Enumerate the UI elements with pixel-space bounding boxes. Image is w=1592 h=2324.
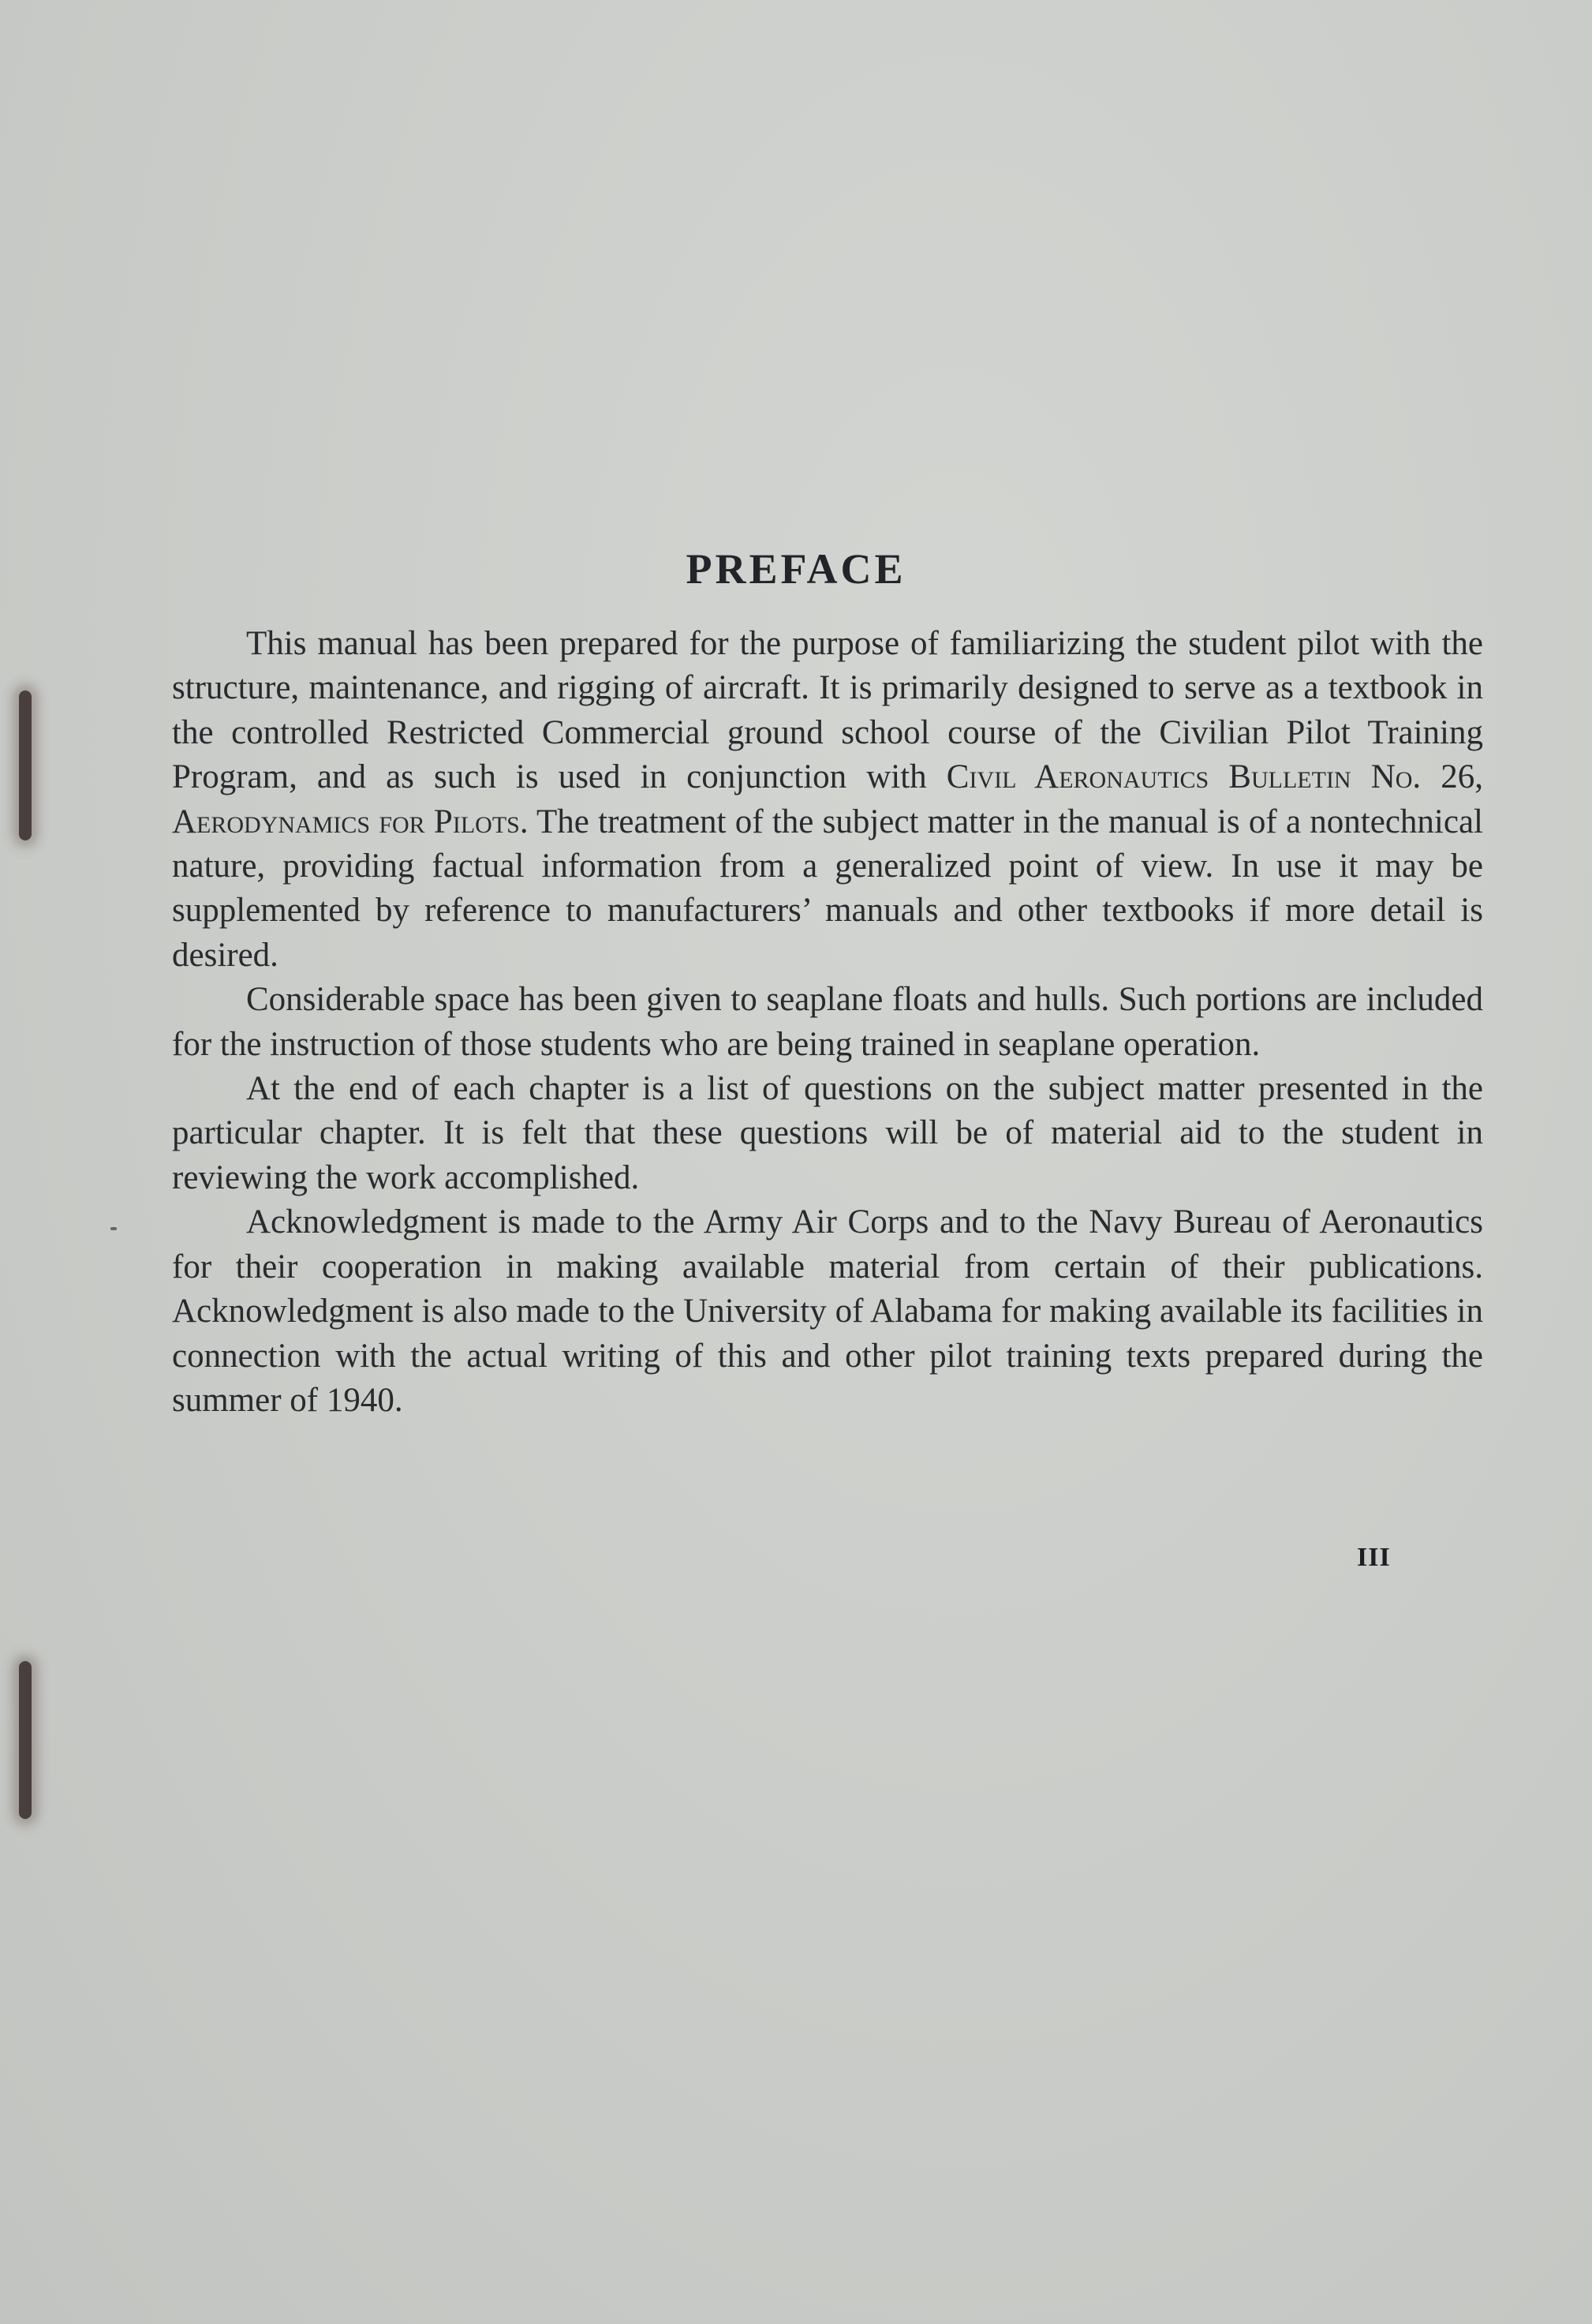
preface-body [172,622,1483,1423]
paragraph-2: Considerable space has been given to seaplane floats and hulls. Such portions are included for the instruction of those students who are being trained in seaplane operation. [172,981,1483,1063]
staple-bottom [19,1661,32,1819]
paper-speck [110,1227,117,1230]
paragraph-3: At the end of each chapter is a list of questions on the subject matter presented in the particular chapter. It is felt that these questions will be of material aid to the student in reviewing the work accomplished. [172,1070,1483,1196]
paragraph-1 [172,622,1483,978]
paragraph-1-text-cont: . The treatment of the subject matter in the manual is of a nontechnical nature, providing factual information from a generalized point of view. In use it may be supplemented by reference to manufacturers’ manuals and other textbooks if more detail is desired. [172,803,1483,974]
bulletin-reference: Civil Aeronautics Bulletin No. 26, Aerodynamics for Pilots [172,758,1483,840]
page-title: PREFACE [686,545,906,593]
staple-top [19,690,32,840]
paragraph-1-text: This manual has been prepared for the purpose of familiarizing the student pilot with the structure, maintenance, and rigging of aircraft. It is primarily designed to serve as a textbook in the controlled Restricted Commercial ground school course of the Civilian Pilot Training Program, and as such is used in conjunction with [172,625,1483,796]
paragraph-4: Acknowledgment is made to the Army Air Corps and to the Navy Bureau of Aeronautics for their cooperation in making available material from certain of their publications. Acknowledgment is also made to the University of Alabama for making available its facilities in connection with the actual writing of this and other pilot training texts prepared during the summer of 1940. [172,1203,1483,1419]
page-number: III [1357,1543,1391,1572]
